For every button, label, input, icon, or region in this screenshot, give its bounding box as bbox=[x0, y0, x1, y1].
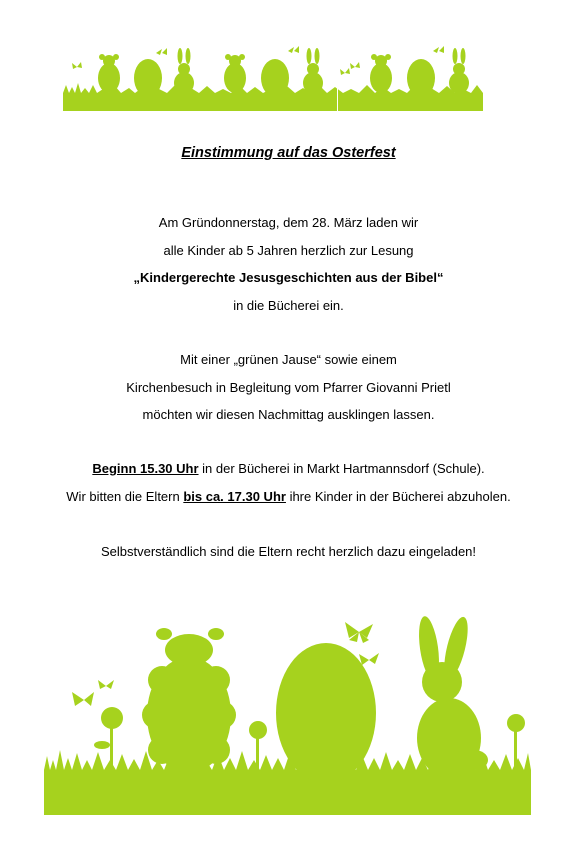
butterfly-icon bbox=[288, 46, 299, 53]
sheep-icon bbox=[142, 628, 236, 773]
snack-line-3: möchten wir diesen Nachmittag ausklingen lassen. bbox=[142, 407, 435, 422]
egg-icon bbox=[407, 59, 435, 97]
flower-icon bbox=[507, 714, 525, 770]
bunny-icon bbox=[174, 48, 194, 94]
snack-line-2: Kirchenbesuch in Begleitung vom Pfarrer Giovanni Prietl bbox=[126, 380, 451, 395]
butterfly-icon bbox=[156, 48, 167, 55]
butterfly-icon bbox=[72, 692, 94, 706]
bunny-icon bbox=[416, 615, 488, 778]
egg-icon bbox=[134, 59, 162, 97]
start-location-text: in der Bücherei in Markt Hartmannsdorf (Schule). bbox=[198, 461, 485, 476]
butterfly-icon bbox=[72, 62, 82, 69]
butterfly-icon bbox=[350, 62, 360, 69]
sheep-icon bbox=[370, 54, 392, 93]
pickup-rest: ihre Kinder in der Bücherei abzuholen. bbox=[285, 489, 511, 504]
start-time-label: Beginn 15.30 Uhr bbox=[92, 461, 199, 476]
top-easter-banner bbox=[63, 45, 483, 111]
invitation-line-4: in die Bücherei ein. bbox=[233, 298, 344, 313]
pickup-line bbox=[0, 489, 577, 504]
butterfly-icon bbox=[98, 680, 114, 689]
start-time-line bbox=[0, 461, 577, 476]
bottom-easter-banner bbox=[44, 610, 531, 815]
bunny-icon bbox=[303, 48, 323, 94]
butterfly-icon bbox=[359, 653, 379, 665]
sheep-icon bbox=[224, 54, 246, 93]
butterfly-icon bbox=[433, 46, 444, 53]
egg-icon bbox=[276, 643, 376, 783]
ground-strip bbox=[44, 770, 531, 815]
invitation-line-2: alle Kinder ab 5 Jahren herzlich zur Lesung bbox=[163, 243, 414, 258]
pickup-prefix: Wir bitten die Eltern bbox=[66, 489, 184, 504]
page-title: Einstimmung auf das Osterfest bbox=[181, 145, 396, 161]
parents-invited-line: Selbstverständlich sind die Eltern recht herzlich dazu eingeladen! bbox=[100, 544, 477, 559]
snack-line-1: Mit einer „grünen Jause“ sowie einem bbox=[180, 352, 397, 367]
sheep-icon bbox=[98, 54, 120, 93]
reading-title: „Kindergerechte Jesusgeschichten aus der Bibel“ bbox=[133, 270, 444, 285]
pickup-time: bis ca. 17.30 Uhr bbox=[183, 489, 286, 504]
bunny-icon bbox=[449, 48, 469, 94]
invitation-line-1: Am Gründonnerstag, dem 28. März laden wir bbox=[158, 215, 419, 230]
butterfly-icon bbox=[345, 622, 373, 643]
butterfly-icon bbox=[340, 68, 350, 75]
egg-icon bbox=[261, 59, 289, 97]
